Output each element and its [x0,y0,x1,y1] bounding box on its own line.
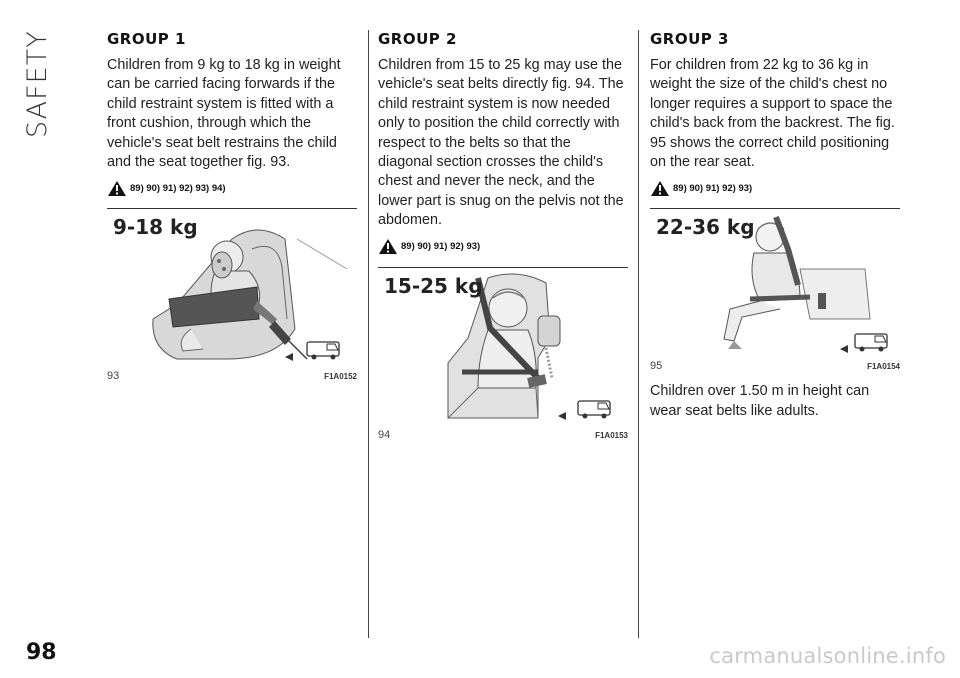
warning-refs: 89) 90) 91) 92) 93) [673,182,753,194]
section-side-label: SAFETY [22,30,53,138]
body-text-after-figure: Children over 1.50 m in height can wear seat belts like adults. [650,383,870,419]
van-icon [578,401,610,419]
watermark: carmanualsonline.info [709,644,946,668]
column-divider [638,30,639,638]
figure-93 [107,208,357,382]
page-number: 98 [26,640,57,665]
body-text: Children from 15 to 25 kg may use the vehicle's seat belts directly fig. 94. The child restraint system is now needed only to position the child correctly with respect to the belts so that the diagonal section crosses the child's chest and never the neck, and the lower part is snug on the pelvis not the abdomen. [378,57,624,229]
column-divider [368,30,369,638]
figure-caption [650,360,900,372]
figure-code: F1A0153 [595,430,628,440]
warning-reference [650,178,900,198]
van-icon [307,342,339,360]
section-heading: GROUP 1 [107,30,186,48]
figure-number: 93 [107,370,120,383]
weight-label: 22-36 kg [656,215,755,240]
figure-code: F1A0152 [324,372,357,382]
body-text: For children from 22 kg to 36 kg in weight the size of the child's chest no longer requires a support to space the child's back from the backrest. The fig. 95 shows the correct child positioning on the rear seat. [650,57,895,171]
warning-triangle-icon [378,238,398,255]
column-group-1 [107,30,357,382]
warning-refs: 89) 90) 91) 92) 93) 94) [130,182,226,194]
section-heading: GROUP 3 [650,30,729,48]
figure-number: 94 [378,428,391,441]
column-group-3 [650,30,900,421]
column-group-2 [378,30,628,441]
figure-code: F1A0154 [867,362,900,372]
weight-label: 15-25 kg [384,273,483,298]
figure-caption [107,370,357,382]
weight-label: 9-18 kg [113,215,198,240]
section-heading: GROUP 2 [378,30,457,48]
figure-caption [378,429,628,441]
warning-reference [378,237,628,257]
figure-95 [650,208,900,372]
warning-triangle-icon [107,180,127,197]
warning-refs: 89) 90) 91) 92) 93) [401,241,481,253]
body-text: Children from 9 kg to 18 kg in weight can be carried facing forwards if the child restraint system is fitted with a front cushion, through which the vehicle's seat belt restrains the child and the seat together fig. 93. [107,57,341,171]
warning-triangle-icon [650,180,670,197]
van-icon [855,334,887,352]
figure-94 [378,267,628,441]
warning-reference [107,178,357,198]
figure-number: 95 [650,360,663,373]
